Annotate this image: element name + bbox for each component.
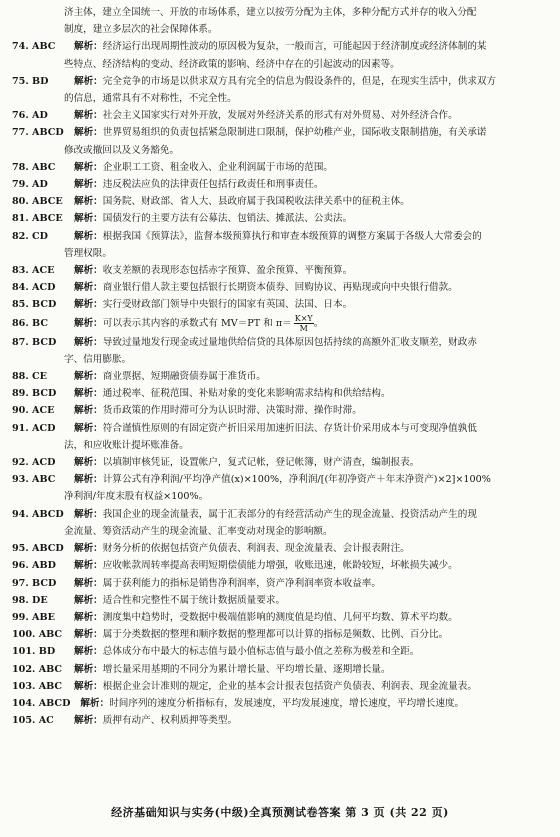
answer-entry bbox=[12, 228, 552, 262]
analysis-label: 解析： bbox=[74, 715, 103, 727]
intro-line-1: 济主体，建立全国统一、开放的市场体系，建立以按劳分配为主体，多种分配方式并存的收入分配 bbox=[64, 7, 477, 18]
answer-entry bbox=[12, 471, 552, 505]
answer-number: 75. BD bbox=[12, 75, 49, 87]
answer-number: 94. ABCD bbox=[12, 508, 64, 520]
answer-entry bbox=[12, 193, 552, 210]
answer-number: 85. BCD bbox=[12, 299, 57, 311]
analysis-text: 违反税法应负的法律责任包括行政责任和刑事责任。 bbox=[102, 179, 324, 191]
analysis-label: 解析： bbox=[74, 388, 103, 400]
analysis-label: 解析： bbox=[74, 127, 103, 139]
analysis-label: 解析： bbox=[74, 577, 103, 589]
answer-entry bbox=[12, 73, 552, 107]
analysis-label: 解析： bbox=[74, 560, 103, 572]
analysis-text: 净利润/年度末股有权益×100%。 bbox=[64, 491, 209, 503]
analysis-text: 应收帐款周转率提高表明短期偿债能力增强，收账迅速，帐龄较短，坏帐损失减少。 bbox=[102, 560, 458, 572]
analysis-label: 解析： bbox=[74, 196, 103, 208]
analysis-text: 商业银行借人款主要包括银行长期资本债券、回购协议、再贴现或向中央银行借款。 bbox=[102, 282, 458, 294]
analysis-text: 金流量、筹资活动产生的现金流量、汇率变动对现金的影响额。 bbox=[64, 525, 333, 537]
answer-number: 78. ABC bbox=[12, 161, 56, 173]
answer-entry bbox=[12, 176, 552, 193]
analysis-text: 根据企业会计准则的规定，企业的基本会计报表包括资产负债表、利润表、现金流量表。 bbox=[102, 680, 477, 692]
analysis-label: 解析： bbox=[74, 75, 103, 87]
analysis-text: 世界贸易组织的负责包括紧急限制进口限制，保护幼稚产业，国际收支限制措施，有关承诺 bbox=[102, 127, 487, 139]
analysis-text: 属于分类数据的整理和顺序数据的整理都可以计算的指标是频数、比例、百分比。 bbox=[102, 629, 449, 641]
analysis-text: 总体成分布中最大的标志值与最小值标志值与最小值之差称为极差和全距。 bbox=[102, 646, 420, 658]
answer-number: 97. BCD bbox=[12, 577, 57, 589]
analysis-text: 修改或撤回以及义务豁免。 bbox=[64, 144, 180, 156]
analysis-text: 时间序列的速度分析指标有，发展速度，平均发展速度，增长速度，平均增长速度。 bbox=[109, 697, 465, 709]
answer-entry bbox=[12, 661, 552, 678]
analysis-text: 国债发行的主要方法有公募法、包销法、摊派法、公卖法。 bbox=[102, 213, 353, 225]
analysis-text: 质押有动产、权利质押等类型。 bbox=[102, 715, 238, 727]
analysis-label: 解析： bbox=[74, 230, 103, 242]
answer-number: 104. ABCD bbox=[12, 697, 71, 709]
answer-number: 93. ABC bbox=[12, 474, 56, 486]
analysis-text: 经济运行出现周期性波动的原因极为复杂，一般而言，可能起因于经济制度或经济体制的某 bbox=[102, 41, 487, 53]
answer-entry bbox=[12, 402, 552, 419]
answer-number: 92. ACD bbox=[12, 457, 56, 469]
fraction-numerator: K×Y bbox=[294, 313, 313, 323]
answer-entry bbox=[12, 314, 552, 334]
analysis-text: 增长量采用基期的不同分为累计增长量、平均增长量、逐期增长量。 bbox=[102, 663, 391, 675]
analysis-label: 解析： bbox=[74, 317, 103, 329]
answer-number: 83. ACE bbox=[12, 265, 55, 277]
fraction-denominator: M bbox=[299, 323, 308, 333]
analysis-text: 字、信用膨胀。 bbox=[64, 353, 132, 365]
intro-line-2: 制度，建立多层次的社会保障体系。 bbox=[64, 24, 218, 36]
answer-number: 88. CE bbox=[12, 371, 47, 383]
analysis-text: 以填制审核凭证，设置帐户，复式记帐，登记帐簿，财产清查，编制报表。 bbox=[102, 457, 420, 469]
answer-entry bbox=[12, 159, 552, 176]
analysis-text: 符合谨慎性原则的有固定资产折旧采用加速折旧法、存货计价采用成本与可变现净值孰低 bbox=[102, 422, 477, 434]
answer-number: 87. BCD bbox=[12, 336, 57, 348]
analysis-text: 货币政策的作用时滞可分为认识时滞、决策时滞、操作时滞。 bbox=[102, 405, 362, 417]
analysis-label: 解析： bbox=[74, 161, 103, 173]
analysis-label: 解析： bbox=[74, 646, 103, 658]
answer-number: 102. ABC bbox=[12, 663, 63, 675]
analysis-text: 通过税率、征税范围、补贴对象的变化来影响需求结构和供给结构。 bbox=[102, 388, 391, 400]
answer-number: 98. DE bbox=[12, 594, 48, 606]
analysis-text: 我国企业的现金流量表，属于汇表部分的有经营活动产生的现金流量、投资活动产生的现 bbox=[102, 508, 477, 520]
analysis-label: 解析： bbox=[74, 629, 103, 641]
analysis-label: 解析： bbox=[74, 282, 103, 294]
analysis-text: 适合性和完整性不属于统计数据质量要求。 bbox=[102, 594, 286, 606]
analysis-label: 解析： bbox=[74, 265, 103, 277]
answer-entry bbox=[12, 557, 552, 574]
analysis-text: 属于获利能力的指标是销售净利润率，资产净利润率资本收益率。 bbox=[102, 577, 381, 589]
analysis-text: 计算公式有净利润/平均净产值(x)×100%，净利润/[(年初净资产＋年末净资产)×2]×100% bbox=[102, 474, 491, 486]
answer-entry bbox=[12, 334, 552, 368]
answer-number: 74. ABC bbox=[12, 41, 56, 53]
answer-number: 91. ACD bbox=[12, 422, 56, 434]
analysis-text: 可以表示其内容的承数式有 MV＝PT 和 π＝ bbox=[102, 317, 292, 329]
answer-entry bbox=[12, 626, 552, 643]
answer-entry bbox=[12, 279, 552, 296]
answer-entry bbox=[12, 506, 552, 540]
analysis-text: 收支差额的表现形态包括赤字预算、盈余预算、平衡预算。 bbox=[102, 265, 353, 277]
answer-number: 81. ABCE bbox=[12, 213, 63, 225]
analysis-label: 解析： bbox=[74, 543, 103, 555]
answer-entry bbox=[12, 540, 552, 557]
answer-entry bbox=[12, 368, 552, 385]
analysis-label: 解析： bbox=[74, 457, 103, 469]
answer-number: 84. ACD bbox=[12, 282, 56, 294]
answer-number: 82. CD bbox=[12, 230, 48, 242]
answer-number: 79. AD bbox=[12, 179, 48, 191]
answer-number: 101. BD bbox=[12, 646, 56, 658]
answer-entry bbox=[12, 262, 552, 279]
analysis-label: 解析： bbox=[74, 663, 103, 675]
answer-number: 76. AD bbox=[12, 110, 48, 122]
answer-entry bbox=[12, 609, 552, 626]
answer-entry bbox=[12, 296, 552, 313]
analysis-label: 解析： bbox=[74, 680, 103, 692]
answer-number: 100. ABC bbox=[12, 629, 63, 641]
analysis-text: 完全竞争的市场是以供求双方具有完全的信息为假设条件的，但是，在现实生活中，供求双方 bbox=[102, 75, 497, 87]
analysis-text: 商业票据、短期融资债券属于准货币。 bbox=[102, 371, 266, 383]
analysis-label: 解析： bbox=[74, 594, 103, 606]
analysis-label: 解析： bbox=[74, 213, 103, 225]
answer-number: 99. ABE bbox=[12, 611, 55, 623]
answer-entry bbox=[12, 575, 552, 592]
answer-entry bbox=[12, 107, 552, 124]
analysis-label: 解析： bbox=[74, 405, 103, 417]
answer-entry bbox=[12, 592, 552, 609]
answer-entry bbox=[12, 124, 552, 158]
answer-entry bbox=[12, 678, 552, 695]
analysis-text: 社会主义国家实行对外开放，发展对外经济关系的形式有对外贸易、对外经济合作。 bbox=[102, 110, 458, 122]
answer-number: 80. ABCE bbox=[12, 196, 63, 208]
answer-entry bbox=[12, 643, 552, 660]
answer-entry bbox=[12, 385, 552, 402]
analysis-label: 解析： bbox=[74, 41, 103, 53]
analysis-text: 企业职工工资、租金收入、企业利润属于市场的范围。 bbox=[102, 161, 334, 173]
analysis-text: 法，和应收账计提坏账准备。 bbox=[64, 439, 189, 451]
formula-fraction bbox=[294, 314, 314, 333]
answer-entry bbox=[12, 695, 552, 712]
analysis-label: 解析： bbox=[74, 299, 103, 311]
analysis-text: 的信息，通常具有不对称性，不完全性。 bbox=[64, 93, 237, 105]
answer-number: 89. BCD bbox=[12, 388, 57, 400]
analysis-label: 解析： bbox=[74, 336, 103, 348]
analysis-label: 解析： bbox=[80, 697, 110, 709]
analysis-text: 些特点、经济结构的变动、经济政策的影响、经济中存在的引起波动的因素等。 bbox=[64, 58, 400, 70]
answer-number: 86. BC bbox=[12, 317, 48, 329]
answer-number: 105. AC bbox=[12, 715, 54, 727]
answer-entry bbox=[12, 420, 552, 454]
answer-number: 103. ABC bbox=[12, 680, 63, 692]
answer-entry bbox=[12, 454, 552, 471]
answer-list bbox=[12, 4, 552, 729]
answer-entry bbox=[12, 712, 552, 729]
analysis-text: 实行受财政部门领导中央银行的国家有英国、法国、日本。 bbox=[102, 299, 353, 311]
answer-number: 90. ACE bbox=[12, 405, 55, 417]
analysis-text: 国务院、财政部、省人大、县政府属于我国税收法律关系中的征税主体。 bbox=[102, 196, 410, 208]
analysis-label: 解析： bbox=[74, 508, 103, 520]
page-footer: 经济基础知识与实务(中级)全真预测试卷答案 第 3 页 (共 22 页) bbox=[111, 806, 449, 819]
answer-entry bbox=[12, 210, 552, 227]
analysis-label: 解析： bbox=[74, 611, 103, 623]
answer-number: 96. ABD bbox=[12, 560, 56, 572]
analysis-text: 根据我国《预算法》，监督本级预算执行和审查本级预算的调整方案属于各级人大常委会的 bbox=[102, 230, 482, 242]
analysis-label: 解析： bbox=[74, 179, 103, 191]
answer-number: 95. ABCD bbox=[12, 543, 64, 555]
analysis-label: 解析： bbox=[74, 422, 103, 434]
analysis-text: 导致过量地发行现金或过量地供给信贷的具体原因包括持续的高额外汇收支顺差，财政赤 bbox=[102, 336, 477, 348]
analysis-text: 管理权限。 bbox=[64, 247, 112, 259]
analysis-label: 解析： bbox=[74, 110, 103, 122]
answer-entry bbox=[12, 38, 552, 72]
analysis-label: 解析： bbox=[74, 474, 103, 486]
formula-tail: 。 bbox=[313, 317, 324, 329]
analysis-text: 财务分析的依据包括资产负债表、利润表、现金流量表、会计报表附注。 bbox=[102, 543, 410, 555]
answer-number: 77. ABCD bbox=[12, 127, 64, 139]
analysis-label: 解析： bbox=[74, 371, 103, 383]
analysis-text: 测度集中趋势时，受数据中极端值影响的测度值是均值、几何平均数、算术平均数。 bbox=[102, 611, 458, 623]
